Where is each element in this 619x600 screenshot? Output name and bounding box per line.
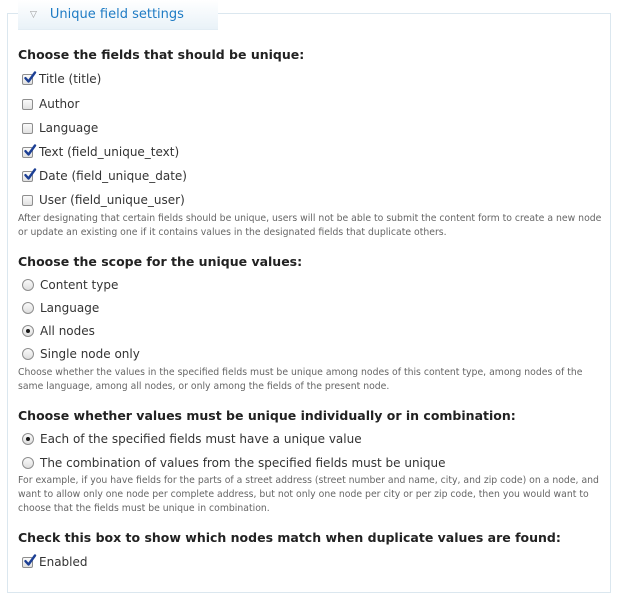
check-mark-icon [23, 71, 37, 85]
radio-label[interactable]: Language [40, 301, 100, 315]
check-mark-icon [23, 554, 37, 568]
checkbox-label[interactable]: Text (field_unique_text) [39, 145, 180, 159]
scope-option-content-type[interactable] [22, 277, 118, 293]
radio-single-node[interactable] [22, 348, 34, 360]
checkbox-label[interactable]: Language [39, 121, 99, 135]
triangle-down-icon: ▽ [30, 9, 37, 20]
duplicates-option-enabled[interactable] [22, 554, 88, 570]
radio-label[interactable]: Content type [40, 278, 119, 292]
fieldset-legend-title[interactable]: Unique field settings [49, 7, 184, 22]
checkbox-label[interactable]: Enabled [39, 555, 88, 569]
check-mark-icon [23, 144, 37, 158]
fields-section-title: Choose the fields that should be unique: [18, 47, 305, 62]
field-option-language[interactable] [22, 120, 98, 136]
combination-option-combined[interactable] [22, 455, 446, 471]
scope-description: Choose whether the values in the specified fields must be unique among nodes of this content type, among nodes of the same language, among all nodes, or only among the fields of the present node. [18, 367, 583, 392]
checkbox-date[interactable] [22, 171, 33, 182]
radio-individual[interactable] [22, 433, 34, 445]
field-option-title[interactable] [22, 71, 101, 87]
check-mark-icon [23, 168, 37, 182]
scope-option-all-nodes[interactable] [22, 323, 95, 339]
checkbox-text[interactable] [22, 147, 33, 158]
radio-label[interactable]: Each of the specified fields must have a unique value [40, 432, 362, 446]
radio-label[interactable]: The combination of values from the specified fields must be unique [40, 456, 446, 470]
combination-option-individual[interactable] [22, 431, 362, 447]
field-option-text[interactable] [22, 144, 179, 160]
fields-description: After designating that certain fields should be unique, users will not be able to submit the content form to create a new node or update an existing one if it contains values in the designated fields that duplicate others. [18, 213, 602, 238]
scope-section-title: Choose the scope for the unique values: [18, 254, 303, 269]
checkbox-enabled[interactable] [22, 557, 33, 568]
checkbox-label[interactable]: Title (title) [39, 72, 102, 86]
field-option-user[interactable] [22, 192, 185, 208]
radio-language[interactable] [22, 302, 34, 314]
checkbox-author[interactable] [22, 99, 33, 110]
combination-section-title: Choose whether values must be unique individually or in combination: [18, 408, 516, 423]
checkbox-label[interactable]: Date (field_unique_date) [39, 169, 187, 183]
duplicates-section-title: Check this box to show which nodes match when duplicate values are found: [18, 530, 561, 545]
radio-label[interactable]: All nodes [40, 324, 95, 338]
checkbox-label[interactable]: Author [39, 97, 80, 111]
scope-option-single-node[interactable] [22, 346, 140, 362]
combination-description: For example, if you have fields for the parts of a street address (street number and name, city, and zip code) on a node, and want to allow only one node per complete address, but not only one node per city or per zip code, then you would want to choose that the fields must be unique in combination. [18, 475, 599, 514]
fieldset-legend-toggle[interactable] [18, 0, 218, 30]
checkbox-label[interactable]: User (field_unique_user) [39, 193, 185, 207]
field-option-date[interactable] [22, 168, 187, 184]
radio-content-type[interactable] [22, 279, 34, 291]
checkbox-title[interactable] [22, 74, 33, 85]
radio-all-nodes[interactable] [22, 325, 34, 337]
field-option-author[interactable] [22, 96, 79, 112]
radio-combined[interactable] [22, 457, 34, 469]
scope-option-language[interactable] [22, 300, 99, 316]
checkbox-language[interactable] [22, 123, 33, 134]
radio-label[interactable]: Single node only [40, 347, 140, 361]
checkbox-user[interactable] [22, 195, 33, 206]
